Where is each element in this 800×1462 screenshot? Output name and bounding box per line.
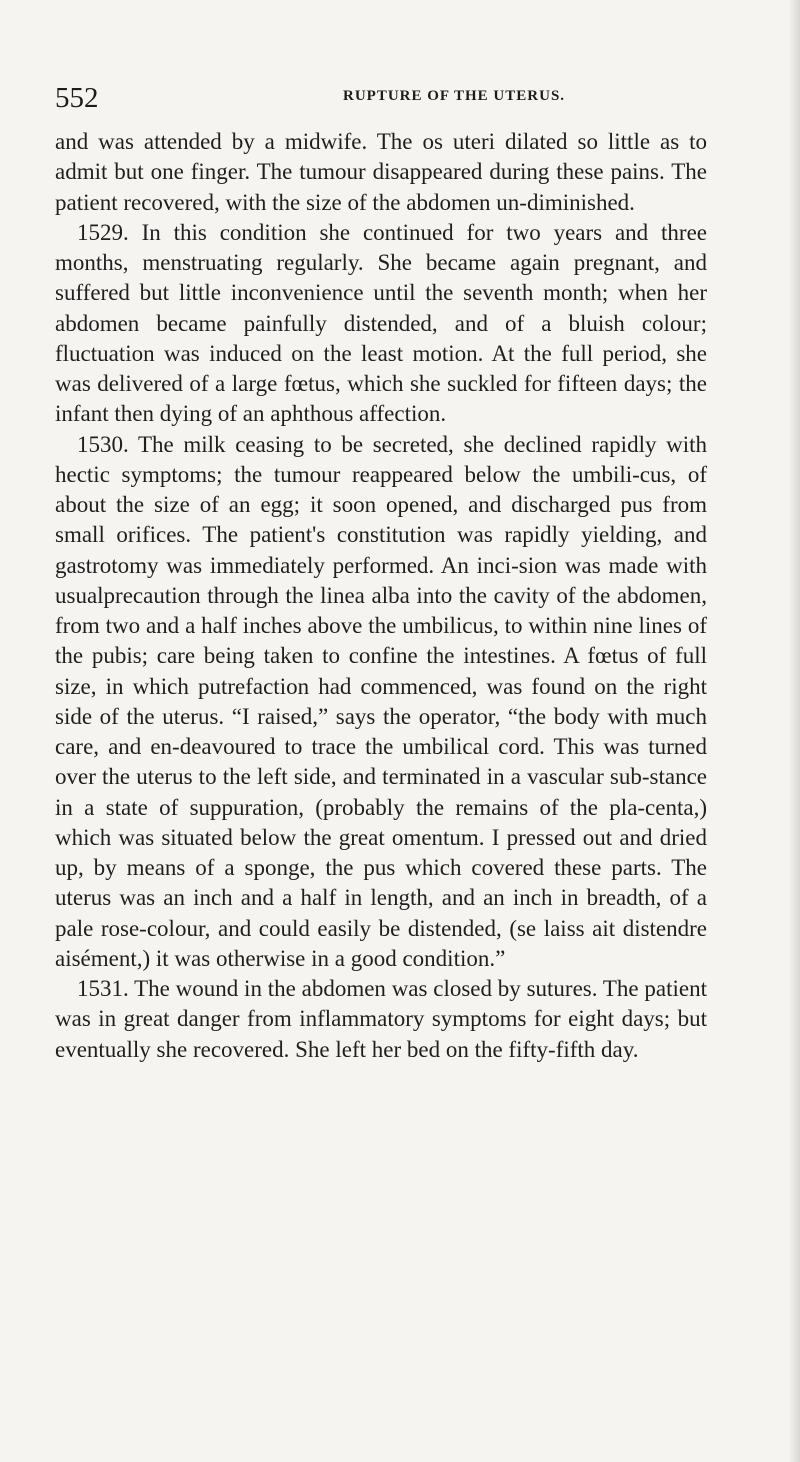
body-text xyxy=(55,127,707,1065)
paragraph-1529: 1529. In this condition she continued for two years and three months, menstruating regularly. She became again pregnant, and suffered but little inconvenience until the seventh month; when her abdomen became painfully distended, and of a bluish colour; fluctuation was induced on the least motion. At the full period, she was delivered of a large fœtus, which she suckled for fifteen days; the infant then dying of an aphthous affection. xyxy=(55,219,707,427)
page-number: 552 xyxy=(55,82,99,114)
paragraph-continuation: and was attended by a midwife. The os uteri dilated so little as to admit but one finger. The tumour disappeared during these pains. The patient recovered, with the size of the abdomen un-diminished. xyxy=(55,129,707,215)
running-head: RUPTURE OF THE UTERUS. xyxy=(343,88,566,104)
paragraph-1531: 1531. The wound in the abdomen was closed by sutures. The patient was in great danger from inflammatory symptoms for eight days; but eventually she recovered. She left her bed on the fifty-fifth day. xyxy=(55,976,707,1062)
page-edge-shadow xyxy=(790,0,800,1462)
page-header xyxy=(55,80,705,116)
paragraph-1530: 1530. The milk ceasing to be secreted, she declined rapidly with hectic symptoms; the tumour reappeared below the umbili-cus, of about the size of an egg; it soon opened, and discharged pus from small orifices. The patient's constitution was rapidly yielding, and gastrotomy was immediately performed. An inci-sion was made with usualprecaution through the linea alba into the cavity of the abdomen, from two and a half inches above the umbilicus, to within nine lines of the pubis; care being taken to confine the intestines. A fœtus of full size, in which putrefaction had commenced, was found on the right side of the uterus. “I raised,” says the operator, “the body with much care, and en-deavoured to trace the umbilical cord. This was turned over the uterus to the left side, and terminated in a vascular sub-stance in a state of suppuration, (probably the remains of the pla-centa,) which was situated below the great omentum. I pressed out and dried up, by means of a sponge, the pus which covered these parts. The uterus was an inch and a half in length, and an inch in breadth, of a pale rose-colour, and could easily be distended, (se laiss ait distendre aisément,) it was otherwise in a good condition.” xyxy=(55,431,707,971)
